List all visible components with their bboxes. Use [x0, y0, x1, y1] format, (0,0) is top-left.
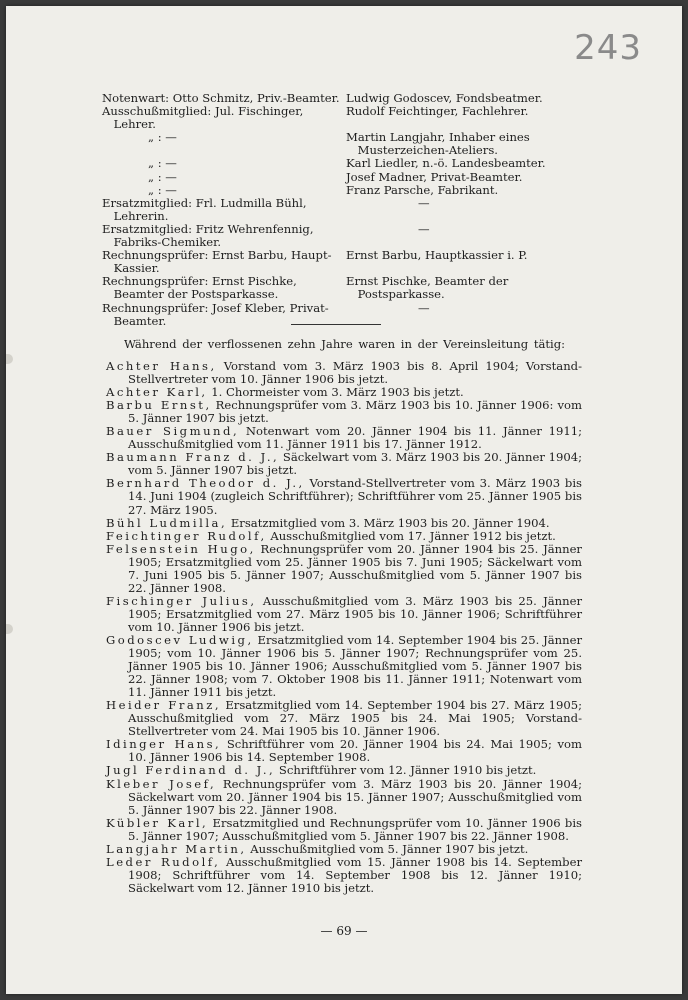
member-name: Bauer Sigmund,	[106, 424, 240, 439]
committee-left-cell: Ersatzmitglied: Frl. Ludmilla Bühl, Lehrerin.	[102, 195, 307, 223]
committee-right-cell: Ludwig Godoscev, Fondsbeatmer.	[346, 91, 543, 105]
member-entry	[106, 738, 582, 764]
committee-right-cell: Ernst Pischke, Beamter der Postsparkasse.	[346, 274, 509, 302]
member-entry	[106, 399, 582, 425]
member-roles: Ersatzmitglied vom 14. September 1904 bis 27. März 1905; Ausschußmitglied vom 27. März 1905 bis 24. Mai 1905; Vorstand-Stellvertreter vom 24. Mai 1905 bis 10. Jänner 1906.	[128, 698, 582, 739]
committee-left-cell: Rechnungsprüfer: Ernst Barbu, Haupt-Kassier.	[102, 248, 332, 276]
member-name: Langjahr Martin,	[106, 841, 247, 856]
member-roles: Vorstand vom 3. März 1903 bis 8. April 1904; Vorstand-Stellvertreter vom 10. Jänner 1906 bis jetzt.	[128, 359, 582, 387]
member-name: Godoscev Ludwig,	[106, 632, 254, 647]
member-name: Baumann Franz d. J.,	[106, 450, 280, 465]
member-name: Heider Franz,	[106, 698, 222, 713]
member-name: Jugl Ferdinand d. J.,	[106, 763, 276, 778]
member-entry	[106, 595, 582, 634]
committee-left-cell: Ausschußmitglied: Jul. Fischinger, Lehrer.	[102, 104, 304, 132]
committee-left-cell: „ : —	[148, 130, 177, 145]
member-roles: Ersatzmitglied vom 3. März 1903 bis 20. Jänner 1904.	[227, 515, 550, 530]
member-roles: Schriftführer vom 12. Jänner 1910 bis jetzt.	[275, 763, 537, 778]
member-entry	[106, 699, 582, 738]
member-roles: Ausschußmitglied vom 17. Jänner 1912 bis jetzt.	[266, 528, 556, 543]
committee-left-cell: „ : —	[148, 156, 177, 171]
member-entry	[106, 634, 582, 699]
member-name: Idinger Hans,	[106, 737, 222, 752]
member-name: Bühl Ludmilla,	[106, 515, 228, 530]
committee-table	[102, 92, 578, 328]
committee-left-cell: Notenwart: Otto Schmitz, Priv.-Beamter.	[102, 91, 340, 105]
committee-right-cell: —	[418, 221, 430, 236]
member-roles: Notenwart vom 20. Jänner 1904 bis 11. Jänner 1911; Ausschußmitglied vom 11. Jänner 1911 bis 17. Jänner 1912.	[128, 424, 582, 452]
member-entry	[106, 360, 582, 386]
committee-right-cell: Ernst Barbu, Hauptkassier i. P.	[346, 248, 528, 263]
committee-right-cell: —	[418, 300, 430, 315]
committee-right-cell: Rudolf Feichtinger, Fachlehrer.	[346, 104, 529, 119]
member-roles: Ersatzmitglied vom 14. September 1904 bis 25. Jänner 1905; vom 10. Jänner 1906 bis 5. Jänner 1907; Rechnungsprüfer vom 25. Jänner 1905 bis 10. Jänner 1906; Ausschußmitglied vom 5. Jänner 1907 bis 22. Jänner 1908; vom 7. Oktober 1908 bis 11. Jänner 1911; Notenwart vom 11. Jänner 1911 bis jetzt.	[128, 632, 582, 700]
member-entry	[106, 856, 582, 895]
member-roles: Vorstand-Stellvertreter vom 3. März 1903 bis 14. Juni 1904 (zugleich Schriftführer); Schriftführer vom 25. Jänner 1905 bis 27. März 1905.	[128, 476, 583, 517]
member-roles: Ausschußmitglied vom 3. März 1903 bis 25. Jänner 1905; Ersatzmitglied vom 27. März 1905 bis 10. Jänner 1906; Schriftführer vom 10. Jänner 1906 bis jetzt.	[128, 593, 582, 634]
member-roles: Ausschußmitglied vom 15. Jänner 1908 bis 14. September 1908; Schriftführer vom 14. September 1908 bis 12. Jänner 1910; Säckelwart vom 12. Jänner 1910 bis jetzt.	[128, 854, 582, 895]
member-roles: Schriftführer vom 20. Jänner 1904 bis 24. Mai 1905; vom 10. Jänner 1906 bis 14. September 1908.	[128, 737, 583, 765]
document-page	[6, 6, 682, 994]
member-entry	[106, 451, 582, 477]
committee-right-cell: Martin Langjahr, Inhaber eines Musterzeichen-Ateliers.	[346, 130, 530, 158]
member-roles: Rechnungsprüfer vom 3. März 1903 bis 20. Jänner 1904; Säckelwart vom 20. Jänner 1904 bis 15. Jänner 1907; Ausschußmitglied vom 5. Jänner 1907 bis 22. Jänner 1908.	[128, 776, 583, 817]
member-name: Achter Hans,	[106, 359, 217, 373]
committee-left-cell: „ : —	[148, 182, 177, 197]
member-name: Bernhard Theodor d. J.,	[106, 476, 305, 491]
member-name: Leder Rudolf,	[106, 854, 221, 869]
committee-right-cell: —	[418, 195, 430, 210]
page-number: — 69 —	[320, 924, 368, 938]
committee-right-cell: Josef Madner, Privat-Beamter.	[346, 169, 523, 184]
committee-left-cell: Rechnungsprüfer: Ernst Pischke, Beamter der Postsparkasse.	[102, 274, 297, 302]
members-list	[106, 360, 582, 895]
committee-left-cell: Rechnungsprüfer: Josef Kleber, Privat-Beamter.	[102, 300, 329, 328]
member-roles: Ersatzmitglied und Rechnungsprüfer vom 10. Jänner 1906 bis 5. Jänner 1907; Ausschußmitglied vom 5. Jänner 1907 bis 22. Jänner 1908.	[128, 815, 582, 843]
member-name: Kübler Karl,	[106, 815, 209, 830]
member-entry	[106, 543, 582, 595]
committee-right-cell: Karl Liedler, n.-ö. Landesbeamter.	[346, 156, 546, 171]
member-name: Achter Karl,	[106, 385, 208, 400]
member-entry	[106, 425, 582, 451]
section-heading: Während der verflossenen zehn Jahre waren in der Vereinsleitung tätig:	[124, 337, 566, 351]
member-name: Fischinger Julius,	[106, 593, 257, 608]
committee-left-cell: „ : —	[148, 169, 177, 184]
member-roles: Rechnungsprüfer vom 3. März 1903 bis 10. Jänner 1906: vom 5. Jänner 1907 bis jetzt.	[128, 398, 582, 426]
member-name: Felsenstein Hugo,	[106, 541, 256, 556]
member-entry	[106, 477, 582, 516]
committee-right-cell: Franz Parsche, Fabrikant.	[346, 182, 499, 197]
member-roles: Ausschußmitglied vom 5. Jänner 1907 bis jetzt.	[246, 841, 529, 856]
committee-left-cell: Ersatzmitglied: Fritz Wehrenfennig, Fabriks-Chemiker.	[102, 221, 314, 250]
separator-rule	[291, 324, 381, 325]
member-name: Kleber Josef,	[106, 776, 217, 791]
member-roles: 1. Chormeister vom 3. März 1903 bis jetzt.	[207, 385, 464, 400]
member-roles: Rechnungsprüfer vom 20. Jänner 1904 bis 25. Jänner 1905; Ersatzmitglied vom 25. Jänner 1905 bis 7. Juni 1905; Säckelwart vom 7. Juni 1905 bis 5. Jänner 1907; Ausschußmitglied vom 5. Jänner 1907 bis 22. Jänner 1908.	[128, 541, 582, 595]
member-name: Barbu Ernst,	[106, 398, 212, 413]
member-entry	[106, 817, 582, 843]
member-name: Feichtinger Rudolf,	[106, 528, 267, 543]
member-entry	[106, 778, 582, 817]
member-roles: Säckelwart vom 3. März 1903 bis 20. Jänner 1904; vom 5. Jänner 1907 bis jetzt.	[128, 450, 583, 478]
handwritten-page-number: 243	[574, 28, 642, 68]
